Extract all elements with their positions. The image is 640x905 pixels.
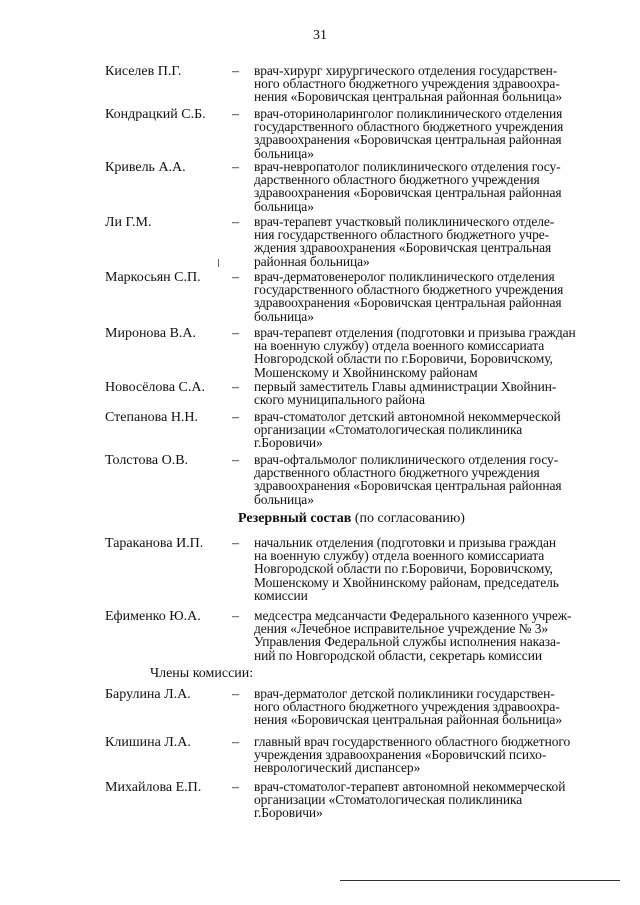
member-name: Михайлова Е.П. [105, 780, 202, 795]
member-position: главный врач государственного областного бюджетного учреждения здравоохранения «Боровичский психо- неврологический диспансер» [254, 734, 571, 776]
dash: – [232, 326, 239, 341]
dash: – [232, 215, 239, 230]
dash: – [232, 609, 239, 624]
members-heading: Члены комиссии: [150, 666, 254, 681]
member-position: медсестра медсанчасти Федерального казенного учреж- дения «Лечебное исправительное учреждение № 3» Управления Федеральной службы исполнения наказа- ний по Новгородской области, секретарь комиссии [254, 608, 572, 663]
page-number: 31 [313, 28, 327, 43]
member-position: врач-терапевт участковый поликлинического отделе- ния государственного областного бюджетного учре- ждения здравоохранения «Боровичская центральная районная больница» [254, 214, 555, 269]
member-position: врач-дерматолог детской поликлиники государствен- ного областного бюджетного учреждения здравоохра- нения «Боровичская центральная районная больница» [254, 686, 562, 728]
member-position: врач-невропатолог поликлинического отделения госу- дарственного областного бюджетного учреждения здравоохранения «Боровичская центральная районная больница» [254, 159, 562, 214]
dash: – [232, 160, 239, 175]
reserve-title-note: (по согласованию) [351, 511, 465, 526]
dash: – [232, 270, 239, 285]
member-name: Барулина Л.А. [105, 687, 191, 702]
member-name: Новосёлова С.А. [105, 380, 205, 395]
dash: – [232, 453, 239, 468]
member-position: врач-офтальмолог поликлинического отделения госу- дарственного областного бюджетного учреждения здравоохранения «Боровичская центральная районная больница» [254, 452, 562, 507]
dash: – [232, 780, 239, 795]
member-name: Кривель А.А. [105, 160, 186, 175]
dash: – [232, 536, 239, 551]
member-name: Ли Г.М. [105, 215, 152, 230]
member-name: Степанова Н.Н. [105, 410, 199, 425]
reserve-title-bold: Резервный состав [238, 511, 352, 526]
member-position: врач-хирург хирургического отделения государствен- ного областного бюджетного учреждения здравоохра- нения «Боровичская центральная районная больница» [254, 63, 562, 105]
member-name: Миронова В.А. [105, 326, 197, 341]
member-name: Толстова О.В. [105, 453, 189, 468]
member-position: первый заместитель Главы администрации Хвойнин- ского муниципального района [254, 379, 557, 408]
dash: – [232, 380, 239, 395]
dash: – [232, 64, 239, 79]
member-name: Киселев П.Г. [105, 64, 182, 79]
member-position: врач-терапевт отделения (подготовки и призыва граждан на военную службу) отдела военного комиссариата Новгородской области по г.Боровичи, Боровичскому, Мошенскому и Хвойнинскому районам [254, 325, 576, 380]
member-name: Клишина Л.А. [105, 735, 191, 750]
member-position: начальник отделения (подготовки и призыва граждан на военную службу) отдела военного комиссариата Новгородской области по г.Боровичи, Боровичскому, Мошенскому и Хвойнинскому районам, председатель комиссии [254, 535, 559, 603]
scan-artifact [218, 259, 219, 267]
reserve-section-title [238, 511, 465, 527]
dash: – [232, 735, 239, 750]
member-position: врач-дерматовенеролог поликлинического отделения государственного областного бюджетного учреждения здравоохранения «Боровичская центральная районная больница» [254, 269, 564, 324]
member-position: врач-оториноларинголог поликлинического отделения государственного областного бюджетного учреждения здравоохранения «Боровичская центральная районная больница» [254, 106, 564, 161]
member-name: Ефименко Ю.А. [105, 609, 201, 624]
dash: – [232, 410, 239, 425]
dash: – [232, 687, 239, 702]
member-name: Маркосьян С.П. [105, 270, 201, 285]
member-name: Тараканова И.П. [105, 536, 204, 551]
member-name: Кондрацкий С.Б. [105, 107, 206, 122]
member-position: врач-стоматолог детский автономной некоммерческой организации «Стоматологическая поликлиника г.Боровичи» [254, 409, 561, 451]
member-position: врач-стоматолог-терапевт автономной некоммерческой организации «Стоматологическая поликлиника г.Боровичи» [254, 779, 566, 821]
footer-rule [340, 880, 620, 881]
dash: – [232, 107, 239, 122]
